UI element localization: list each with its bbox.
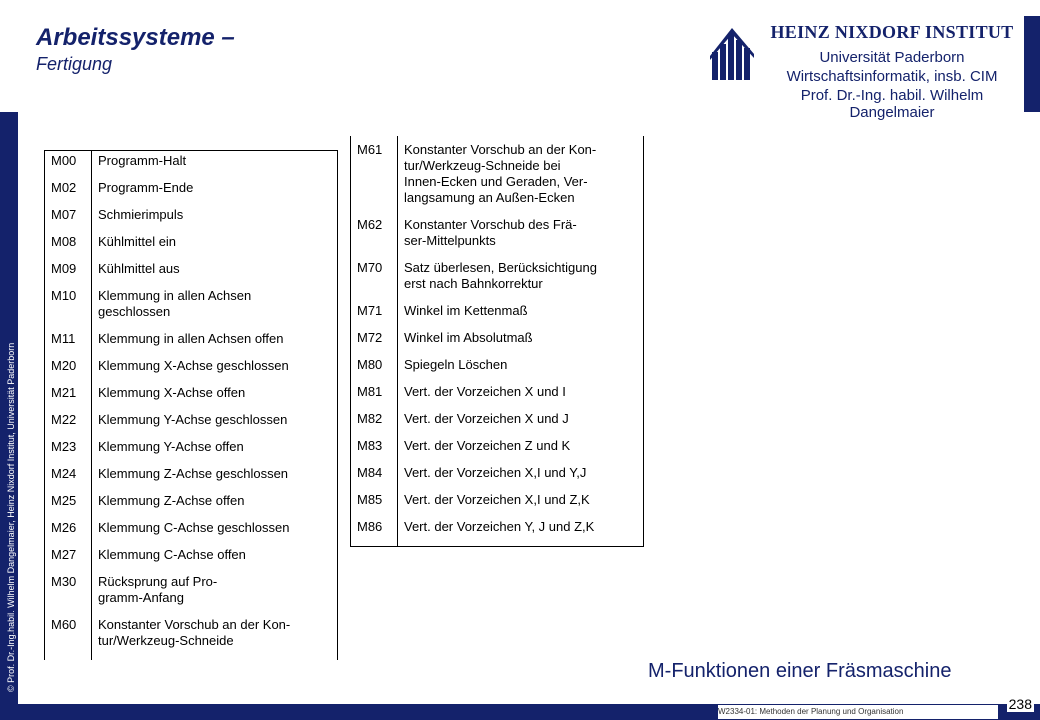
m-code-table-left	[44, 150, 338, 660]
description-line: Programm-Halt	[98, 153, 187, 168]
table-row	[45, 412, 338, 439]
description-line: langsamung an Außen-Ecken	[404, 190, 575, 205]
table-row	[45, 439, 338, 466]
table-row	[351, 411, 644, 438]
m-code-description	[92, 493, 338, 520]
description-line: tur/Werkzeug-Schneide bei	[404, 158, 561, 173]
m-code-description	[92, 574, 338, 617]
description-line: Klemmung X-Achse offen	[98, 385, 246, 400]
m-code: M23	[45, 439, 92, 466]
m-code: M21	[45, 385, 92, 412]
top-band	[0, 0, 720, 16]
logo-line-2: Universität Paderborn	[819, 49, 965, 66]
description-line: Vert. der Vorzeichen X,I und Y,J	[404, 465, 587, 480]
description-line: Winkel im Kettenmaß	[404, 303, 528, 318]
m-code-description	[92, 151, 338, 181]
description-line: Klemmung in allen Achsen	[98, 288, 252, 303]
m-code-description	[92, 617, 338, 660]
m-code-description	[398, 465, 644, 492]
m-code: M24	[45, 466, 92, 493]
description-line: Kühlmittel aus	[98, 261, 180, 276]
description-line: Klemmung Y-Achse geschlossen	[98, 412, 288, 427]
m-code-description	[398, 492, 644, 519]
m-code: M82	[351, 411, 398, 438]
m-code-description	[398, 357, 644, 384]
m-code-description	[92, 358, 338, 385]
m-code: M00	[45, 151, 92, 181]
m-code: M85	[351, 492, 398, 519]
m-code-table-right	[350, 136, 644, 547]
m-code-description	[92, 439, 338, 466]
description-line: Programm-Ende	[98, 180, 194, 195]
description-line: Vert. der Vorzeichen X und I	[404, 384, 566, 399]
description-line: erst nach Bahnkorrektur	[404, 276, 543, 291]
table-row	[351, 438, 644, 465]
table-row	[45, 234, 338, 261]
m-code: M62	[351, 217, 398, 260]
table-row	[45, 151, 338, 181]
logo-line-4: Prof. Dr.-Ing. habil. Wilhelm Dangelmaier	[800, 87, 984, 121]
m-code: M09	[45, 261, 92, 288]
description-line: Konstanter Vorschub an der Kon-	[404, 142, 597, 157]
institute-name	[764, 22, 1020, 121]
description-line: Konstanter Vorschub an der Kon-	[98, 617, 291, 632]
table-row	[45, 207, 338, 234]
m-code-description	[92, 180, 338, 207]
page-title: Arbeitssysteme –	[36, 24, 235, 51]
description-line: Vert. der Vorzeichen Z und K	[404, 438, 571, 453]
table-row	[351, 303, 644, 330]
m-code: M26	[45, 520, 92, 547]
table-row	[45, 617, 338, 660]
description-line: Klemmung Z-Achse offen	[98, 493, 245, 508]
description-line: Klemmung C-Achse offen	[98, 547, 246, 562]
table-row	[351, 260, 644, 303]
table-row	[351, 330, 644, 357]
m-code-description	[92, 234, 338, 261]
description-line: Schmierimpuls	[98, 207, 184, 222]
m-code-description	[398, 303, 644, 330]
bottom-bar	[0, 696, 1040, 720]
m-code-description	[92, 547, 338, 574]
table-row	[45, 261, 338, 288]
m-code-description	[398, 260, 644, 303]
m-code: M02	[45, 180, 92, 207]
m-code-description	[398, 411, 644, 438]
m-code-description	[92, 385, 338, 412]
table-row	[351, 136, 644, 217]
page-number: 238	[1008, 696, 1032, 712]
m-code-description	[92, 520, 338, 547]
description-line: ser-Mittelpunkts	[404, 233, 496, 248]
description-line: Rücksprung auf Pro-	[98, 574, 218, 589]
left-sidebar-bar	[0, 112, 18, 706]
description-line: Klemmung C-Achse geschlossen	[98, 520, 290, 535]
description-line: Klemmung X-Achse geschlossen	[98, 358, 289, 373]
m-code: M86	[351, 519, 398, 547]
copyright-text: © Prof. Dr.-Ing.habil. Wilhelm Dangelmaier, Heinz Nixdorf Institut, Universität Paderborn	[6, 342, 16, 692]
description-line: Klemmung Z-Achse geschlossen	[98, 466, 289, 481]
m-code: M07	[45, 207, 92, 234]
table-row	[351, 217, 644, 260]
description-line: Konstanter Vorschub des Frä-	[404, 217, 577, 232]
description-line: tur/Werkzeug-Schneide	[98, 633, 234, 648]
page-subtitle: Fertigung	[36, 54, 113, 74]
description-line: Winkel im Absolutmaß	[404, 330, 533, 345]
description-line: geschlossen	[98, 304, 171, 319]
description-line: Kühlmittel ein	[98, 234, 177, 249]
m-code: M81	[351, 384, 398, 411]
m-code: M71	[351, 303, 398, 330]
description-line: Innen-Ecken und Geraden, Ver-	[404, 174, 588, 189]
logo-line-1: HEINZ NIXDORF INSTITUT	[770, 22, 1014, 42]
m-code: M60	[45, 617, 92, 660]
m-code-description	[398, 384, 644, 411]
m-code: M10	[45, 288, 92, 331]
description-line: Vert. der Vorzeichen X und J	[404, 411, 569, 426]
m-code: M61	[351, 136, 398, 217]
table-row	[45, 180, 338, 207]
m-code: M20	[45, 358, 92, 385]
table-row	[45, 288, 338, 331]
m-code: M22	[45, 412, 92, 439]
m-code-description	[92, 412, 338, 439]
description-line: Spiegeln Löschen	[404, 357, 508, 372]
description-line: Klemmung in allen Achsen offen	[98, 331, 284, 346]
table-row	[351, 519, 644, 547]
description-line: Vert. der Vorzeichen X,I und Z,K	[404, 492, 590, 507]
institute-logo-icon	[708, 26, 756, 84]
m-code: M84	[351, 465, 398, 492]
m-code-description	[398, 438, 644, 465]
description-line: Satz überlesen, Berücksichtigung	[404, 260, 597, 275]
m-code-description	[92, 288, 338, 331]
m-code: M80	[351, 357, 398, 384]
m-code-description	[92, 261, 338, 288]
table-row	[45, 385, 338, 412]
m-code: M11	[45, 331, 92, 358]
course-label: W2334-01: Methoden der Planung und Organisation	[718, 705, 998, 719]
m-code-description	[92, 207, 338, 234]
m-code: M25	[45, 493, 92, 520]
description-line: gramm-Anfang	[98, 590, 184, 605]
m-code: M08	[45, 234, 92, 261]
m-code-description	[398, 519, 644, 547]
m-code: M30	[45, 574, 92, 617]
description-line: Vert. der Vorzeichen Y, J und Z,K	[404, 519, 595, 534]
table-row	[45, 466, 338, 493]
table-row	[45, 547, 338, 574]
m-code-description	[92, 466, 338, 493]
m-code-description	[398, 217, 644, 260]
m-code: M27	[45, 547, 92, 574]
slide-title	[36, 24, 235, 75]
m-code-description	[398, 330, 644, 357]
figure-caption: M-Funktionen einer Fräsmaschine	[648, 660, 952, 682]
m-code: M72	[351, 330, 398, 357]
m-code-description	[92, 331, 338, 358]
table-row	[45, 574, 338, 617]
description-line: Klemmung Y-Achse offen	[98, 439, 244, 454]
table-row	[45, 493, 338, 520]
m-code: M70	[351, 260, 398, 303]
m-code: M83	[351, 438, 398, 465]
table-row	[45, 331, 338, 358]
logo-line-3: Wirtschaftsinformatik, insb. CIM	[786, 68, 998, 85]
table-row	[351, 465, 644, 492]
table-row	[351, 384, 644, 411]
table-row	[351, 492, 644, 519]
table-row	[45, 358, 338, 385]
table-row	[45, 520, 338, 547]
m-code-description	[398, 136, 644, 217]
table-row	[351, 357, 644, 384]
